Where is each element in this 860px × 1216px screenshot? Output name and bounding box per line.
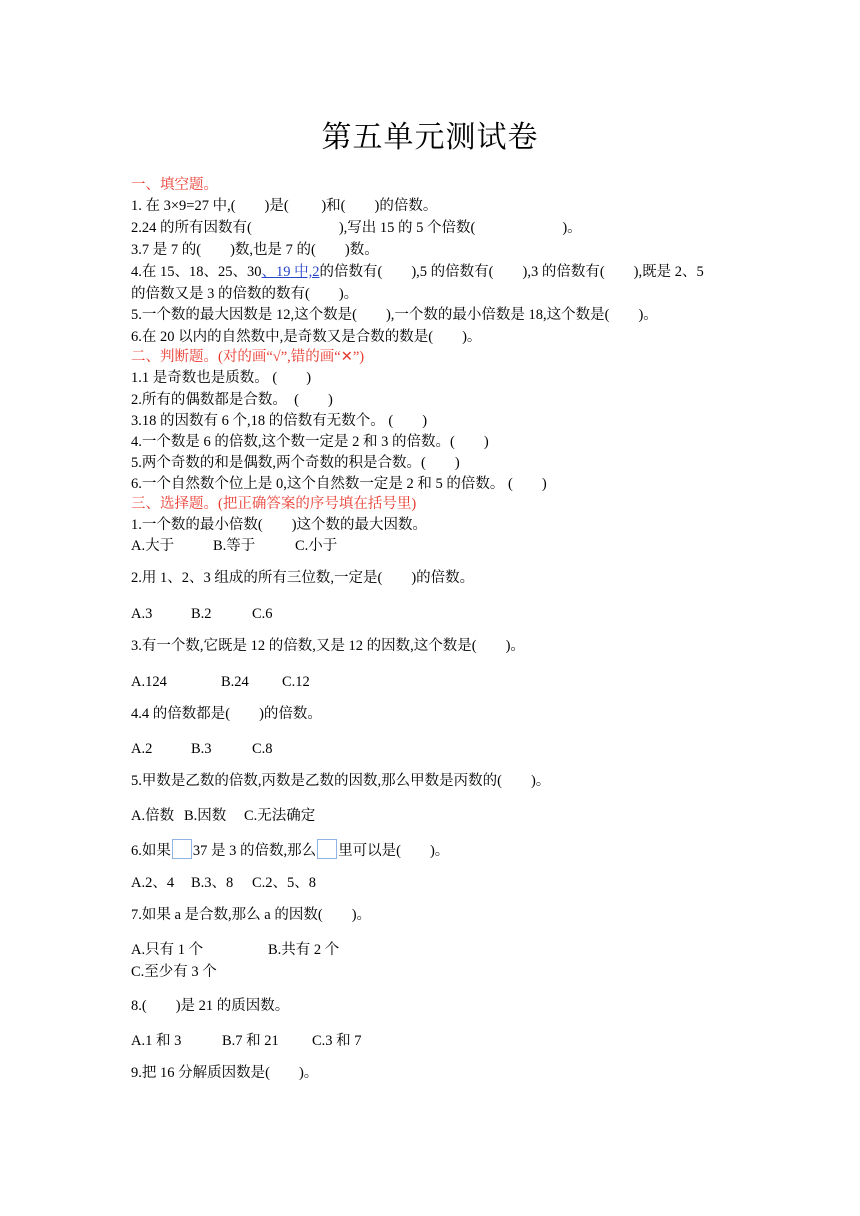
judge-question-5: 5.两个奇数的和是偶数,两个奇数的积是合数。( ) bbox=[131, 455, 460, 471]
fill-question-4-link[interactable]: 、19 中,2 bbox=[261, 264, 320, 280]
option-a: A.3 bbox=[131, 606, 153, 622]
option-a: A.1 和 3 bbox=[131, 1033, 182, 1049]
option-a: A.只有 1 个 bbox=[131, 942, 204, 958]
fill-question-2: 2.24 的所有因数有( ),写出 15 的 5 个倍数( )。 bbox=[131, 220, 582, 236]
option-b: B.等于 bbox=[213, 538, 256, 554]
judge-question-3: 3.18 的因数有 6 个,18 的倍数有无数个。 ( ) bbox=[131, 413, 428, 429]
choice-question-5-options bbox=[131, 807, 315, 825]
page-title: 第五单元测试卷 bbox=[321, 121, 539, 154]
choice-question-6-part-c: 里可以是( )。 bbox=[338, 843, 450, 859]
fill-question-5: 5.一个数的最大因数是 12,这个数是( ),一个数的最小倍数是 18,这个数是( )。 bbox=[131, 307, 658, 323]
option-c: C.无法确定 bbox=[244, 808, 316, 824]
choice-question-7-option-c: C.至少有 3 个 bbox=[131, 964, 217, 980]
fill-question-4-continued: 的倍数又是 3 的倍数的数有( )。 bbox=[131, 286, 359, 302]
fill-question-4-part-b: 的倍数有( ),5 的倍数有( ),3 的倍数有( ),既是 2、5 bbox=[319, 264, 704, 280]
option-c: C.8 bbox=[252, 741, 273, 757]
option-c: C.12 bbox=[282, 674, 310, 690]
fill-question-3: 3.7 是 7 的( )数,也是 7 的( )数。 bbox=[131, 242, 379, 258]
judge-question-1: 1.1 是奇数也是质数。 ( ) bbox=[131, 370, 312, 386]
option-c: C.3 和 7 bbox=[312, 1033, 362, 1049]
choice-question-6-part-b: 37 是 3 的倍数,那么 bbox=[192, 843, 317, 859]
option-b: B.7 和 21 bbox=[222, 1033, 279, 1049]
choice-question-6 bbox=[131, 839, 449, 860]
judge-question-2: 2.所有的偶数都是合数。 ( ) bbox=[131, 392, 333, 408]
choice-question-7-options bbox=[131, 941, 339, 959]
option-b: B.24 bbox=[221, 674, 249, 690]
choice-question-1-options bbox=[131, 537, 337, 555]
choice-question-4: 4.4 的倍数都是( )的倍数。 bbox=[131, 706, 322, 722]
option-a: A.2 bbox=[131, 741, 153, 757]
fill-question-1: 1. 在 3×9=27 中,( )是( )和( )的倍数。 bbox=[131, 198, 438, 214]
choice-question-9: 9.把 16 分解质因数是( )。 bbox=[131, 1065, 319, 1081]
option-b: B.3 bbox=[191, 741, 212, 757]
choice-question-8: 8.( )是 21 的质因数。 bbox=[131, 998, 290, 1014]
blank-box bbox=[172, 839, 192, 859]
section-heading-fill-in: 一、填空题。 bbox=[131, 177, 218, 193]
choice-question-2: 2.用 1、2、3 组成的所有三位数,一定是( )的倍数。 bbox=[131, 570, 475, 586]
choice-question-7: 7.如果 a 是合数,那么 a 的因数( )。 bbox=[131, 907, 372, 923]
judge-question-6: 6.一个自然数个位上是 0,这个自然数一定是 2 和 5 的倍数。 ( ) bbox=[131, 476, 547, 492]
option-a: A.倍数 bbox=[131, 808, 175, 824]
fill-question-4-part-a: 4.在 15、18、25、30 bbox=[131, 264, 262, 280]
option-c: C.2、5、8 bbox=[252, 875, 317, 891]
choice-question-3: 3.有一个数,它既是 12 的倍数,又是 12 的因数,这个数是( )。 bbox=[131, 638, 525, 654]
option-a: A.大于 bbox=[131, 538, 175, 554]
choice-question-1: 1.一个数的最小倍数( )这个数的最大因数。 bbox=[131, 517, 428, 533]
choice-question-5: 5.甲数是乙数的倍数,丙数是乙数的因数,那么甲数是丙数的( )。 bbox=[131, 773, 551, 789]
fill-question-4 bbox=[131, 263, 704, 281]
option-b: B.2 bbox=[191, 606, 212, 622]
option-c: C.小于 bbox=[295, 538, 338, 554]
blank-box bbox=[317, 839, 337, 859]
option-a: A.2、4 bbox=[131, 875, 175, 891]
choice-question-3-options bbox=[131, 673, 310, 691]
section-heading-true-false: 二、判断题。(对的画“√”,错的画“✕”) bbox=[131, 349, 365, 365]
choice-question-6-part-a: 6.如果 bbox=[131, 843, 171, 859]
fill-question-6: 6.在 20 以内的自然数中,是奇数又是合数的数是( )。 bbox=[131, 329, 482, 345]
choice-question-4-options bbox=[131, 740, 273, 758]
judge-question-4: 4.一个数是 6 的倍数,这个数一定是 2 和 3 的倍数。( ) bbox=[131, 434, 489, 450]
option-a: A.124 bbox=[131, 674, 167, 690]
section-heading-multiple-choice: 三、选择题。(把正确答案的序号填在括号里) bbox=[131, 496, 417, 512]
choice-question-8-options bbox=[131, 1032, 362, 1050]
option-b: B.因数 bbox=[184, 808, 227, 824]
option-b: B.共有 2 个 bbox=[268, 942, 340, 958]
option-b: B.3、8 bbox=[191, 875, 234, 891]
choice-question-6-options bbox=[131, 874, 316, 892]
choice-question-2-options bbox=[131, 605, 273, 623]
option-c: C.6 bbox=[252, 606, 273, 622]
